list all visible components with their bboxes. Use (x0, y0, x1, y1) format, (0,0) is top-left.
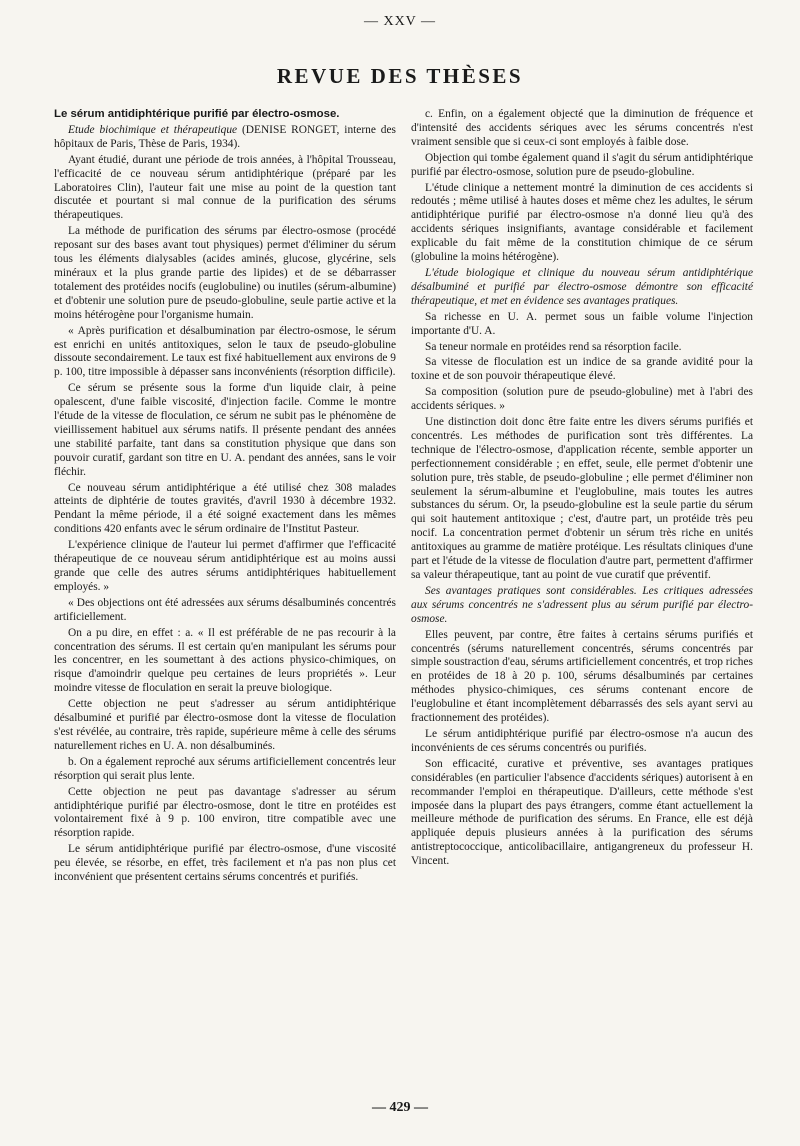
paragraph: Sa richesse en U. A. permet sous un faible volume l'injection importante d'U. A. (411, 310, 753, 337)
article-title (54, 108, 396, 122)
roman-page-header: — XXV — (363, 14, 437, 29)
paragraph: Le sérum antidiphtérique purifié par électro-osmose, d'une viscosité peu élevée, se résorbe, en effet, très facilement et n'a pas non plus cet inconvénient que présentent certains sérums concentrés et purifiés. (54, 843, 396, 884)
paragraph: On a pu dire, en effet : a. « Il est préférable de ne pas recourir à la concentration des sérums. Il est certain qu'en manipulant les sérums pour les concentrer, en les soumettant à des actions physico-chimiques, on risque d'amoindrir quelque peu certaines de leurs propriétés ». Leur moindre vitesse de floculation en serait la preuve biologique. (54, 626, 396, 695)
paragraph: Ce sérum se présente sous la forme d'un liquide clair, à peine opalescent, d'une faible viscosité, d'injection facile. Comme le montre l'étude de la vitesse de floculation, ce sérum ne subit pas le phénomène de vieillissement habituel aux sérums natifs. Il présente pendant des années une stabilité parfaite, tant dans sa constitution physique que dans son pouvoir curatif, gardant son titre en U. A. pendant des années, sans le voir fléchir. (54, 382, 396, 478)
article-title-text: Le sérum antidiphtérique purifié par électro-osmose. (54, 108, 340, 120)
paragraph: Une distinction doit donc être faite entre les divers sérums purifiés et concentrés. Les méthodes de purification sont très différentes. La technique de l'électro-osmose, d'application récente, semble apporter un perfectionnement considérable ; en effet, seule, elle permet d'obtenir une solution pure, très stable, de pseudo-globuline ; elle permet d'éliminer non seulement la sérum-albumine et l'euglobuline, mais toutes les autres substances du sérum. Or, la pseudo-globuline est la seule partie du sérum qui soit hautement antitoxique ; c'est, d'autre part, un protéide très peu nocif. La concentration permet d'obtenir un sérum très riche en unités antitoxiques au gramme de matière protéique. Les résultats cliniques d'une part et l'étude de la vitesse de floculation d'autre part, permettent d'affirmer sa valeur thérapeutique, tant au point de vue curatif que préventif. (411, 416, 753, 581)
paragraph: Son efficacité, curative et préventive, ses avantages pratiques considérables (en particulier l'absence d'accidents sériques) autorisent à en recommander l'emploi en thérapeutique. D'ailleurs, cette méthode s'est imposée dans la plupart des pays étrangers, comme étant actuellement la meilleure méthode de purification des sérums. En France, elle est déjà appliquée depuis plusieurs années à la purification des sérums antistreptococcique, anticolibacillaire, antigangreneux du professeur H. Vincent. (411, 757, 753, 868)
paragraph: Elles peuvent, par contre, être faites à certains sérums purifiés et concentrés (sérums naturellement concentrés, sérums concentrés par simple soustraction d'eau, sérums artificiellement concentrés, et trop riches en protéides de 18 à 20 p. 100, sérums désalbuminés par certaines méthodes physico-chimiques, ces sérums contenant encore de l'euglobuline et étant incomplètement débarrassés des sels ayant servi au fractionnement des protéides). (411, 628, 753, 725)
paragraph: La méthode de purification des sérums par électro-osmose (procédé reposant sur des bases avant tout physiques) permet d'éliminer du sérum tous les éléments dialysables (acides aminés, glucose, glycérine, sels minéraux et la plus grande partie des lipides) et de se débarrasser totalement des protéides nocifs (euglobuline) ou inutiles (sérum-albumine) et d'obtenir une solution pure de pseudo-globuline, seule partie active et la moins hétérogène pour l'organisme humain. (54, 225, 396, 321)
paragraph: Sa vitesse de floculation est un indice de sa grande avidité pour la toxine et de son pouvoir thérapeutique élevé. (411, 356, 753, 383)
right-column (411, 108, 753, 871)
paragraph: L'expérience clinique de l'auteur lui permet d'affirmer que l'efficacité thérapeutique de ce nouveau sérum antidiphtérique est au moins aussi grande que celle des autres sérums antidiphtériques habituellement employés. » (54, 539, 396, 593)
paragraph: b. On a également reproché aux sérums artificiellement concentrés leur résorption qui serait plus lente. (54, 755, 396, 782)
paragraph: Cette objection ne peut s'adresser au sérum antidiphtérique désalbuminé et purifié par électro-osmose dont la vitesse de floculation s'est révélée, au contraire, très rapide, supérieure même à celle des sérums naturellement riches en U. A. non désalbuminés. (54, 698, 396, 752)
paragraph: Ce nouveau sérum antidiphtérique a été utilisé chez 308 malades atteints de diphtérie de toutes gravités, d'avril 1930 à décembre 1932. Pendant la même période, il a été soigné exactement dans les mêmes conditions 420 enfants avec le sérum ordinaire de l'Institut Pasteur. (54, 481, 396, 536)
paragraph: Ses avantages pratiques sont considérables. Les critiques adressées aux sérums concentrés ne s'adressent plus au sérum purifié par électro-osmose. (411, 584, 753, 625)
paragraph: « Des objections ont été adressées aux sérums désalbuminés concentrés artificiellement. (54, 596, 396, 623)
paragraph: Cette objection ne peut pas davantage s'adresser au sérum antidiphtérique purifié par électro-osmose, dont le titre en protéides est volontairement fixé à 9 p. 100 environ, titre compatible avec une résorption rapide. (54, 785, 396, 840)
paragraph: Objection qui tombe également quand il s'agit du sérum antidiphtérique purifié par électro-osmose, solution pure de pseudo-globuline. (411, 151, 753, 178)
paragraph: L'étude clinique a nettement montré la diminution de ces accidents si redoutés ; même utilisé à hautes doses et même chez les adultes, le sérum antidiphtérique purifié par électro-osmose n'a donné lieu qu'à des accidents sériques insignifiants, avantage considérable et facilement explicable du fait même de la constitution chimique de ce sérum (globuline la moins hétérogène). (411, 181, 753, 264)
article-byline: Etude biochimique et thérapeutique (DENISE RONGET, interne des hôpitaux de Paris, Thèse de Paris, 1934). (54, 123, 396, 150)
section-title: REVUE DES THÈSES (276, 64, 524, 88)
page-number: — 429 — (372, 1100, 428, 1115)
paragraph: Le sérum antidiphtérique purifié par électro-osmose n'a aucun des inconvénients de ces sérums concentrés ou purifiés. (411, 727, 753, 754)
paragraph: c. Enfin, on a également objecté que la diminution de fréquence et d'intensité des accidents sériques avec les sérums concentrés n'est vraiment sensible que si ceux-ci sont employés à faible dose. (411, 108, 753, 148)
paragraph: Sa teneur normale en protéides rend sa résorption facile. (425, 340, 682, 353)
paragraph: Sa composition (solution pure de pseudo-globuline) met à l'abri des accidents sériques. » (411, 386, 753, 413)
paragraph: Ayant étudié, durant une période de trois années, à l'hôpital Trousseau, l'efficacité de ce nouveau sérum antidiphtérique (préparé par les Laboratoires Clin), l'auteur fait une mise au point de la question tant discutée et pourtant si mal connue de la purification des sérums thérapeutiques. (54, 153, 396, 222)
paragraph: L'étude biologique et clinique du nouveau sérum antidiphtérique désalbuminé et purifié par électro-osmose démontre son efficacité thérapeutique, et met en évidence ses avantages pratiques. (411, 266, 753, 307)
left-column (54, 108, 396, 887)
paragraph: « Après purification et désalbumination par électro-osmose, le sérum est enrichi en unités antitoxiques, selon le taux de pseudo-globuline dissoute secondairement. Le taux est fixé habituellement aux environs de 9 p. 100, titre impossible à dépasser sans inconvénients (résorption difficile). (54, 324, 396, 379)
